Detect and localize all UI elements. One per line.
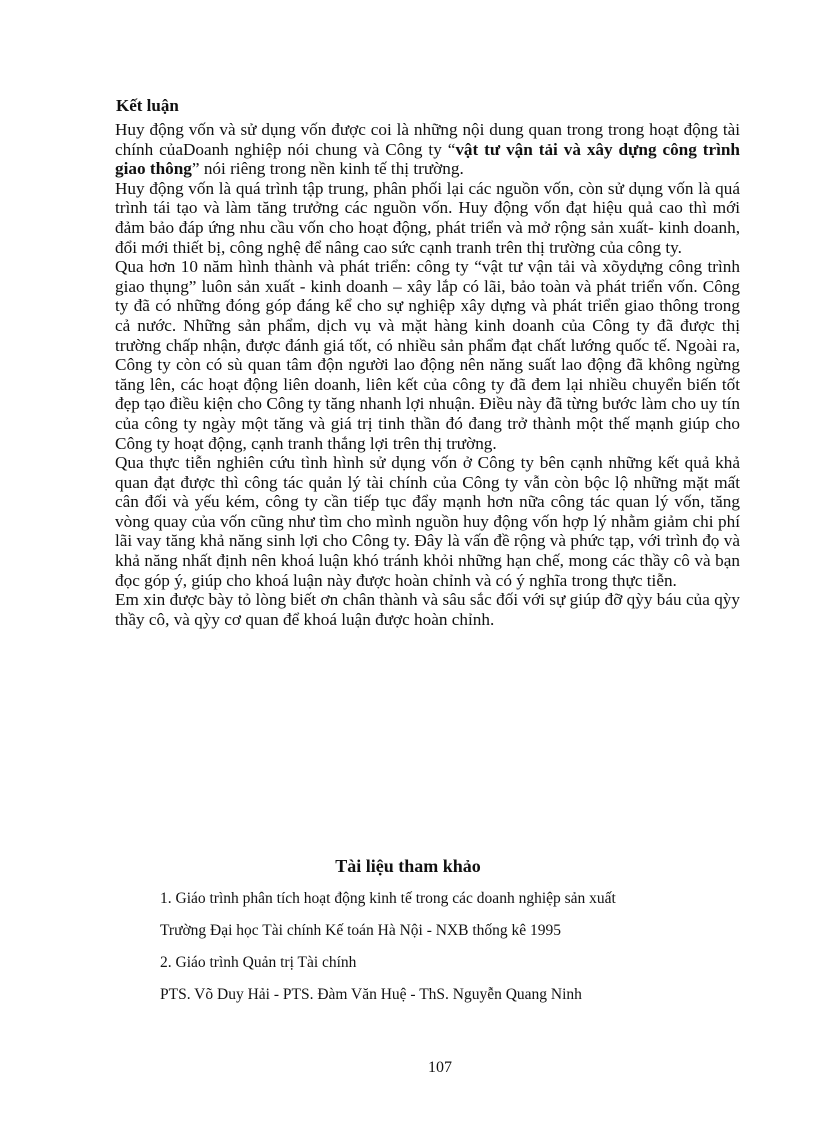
page-number: 107: [428, 1059, 452, 1076]
paragraph-1: [115, 120, 740, 179]
reference-line: 1. Giáo trình phân tích hoạt động kinh tế trong các doanh nghiệp sản xuất: [160, 890, 616, 907]
conclusion-heading: Kết luận: [116, 96, 179, 115]
paragraph-4: Qua thực tiễn nghiên cứu tình hình sử dụng vốn ở Công ty bên cạnh những kết quả khả quan đạt được thì công tác quản lý tài chính của Công ty vẫn còn bộc lộ những mặt mất cân đối và yếu kém, công ty cần tiếp tục đẩy mạnh hơn nữa công tác quan lý vốn, tăng vòng quay của vốn cũng như tìm cho mình nguồn huy động vốn hợp lý nhằm giảm chi phí lãi vay tăng khả năng sinh lợi cho Công ty. Đây là vấn đề rộng và phức tạp, với trình đọ và khả năng nhất định nên khoá luận khó tránh khỏi những hạn chế, mong các thầy cô và bạn đọc góp ý, giúp cho khoá luận này được hoàn chỉnh và có ý nghĩa trong thực tiễn.: [115, 453, 740, 590]
reference-line: 2. Giáo trình Quản trị Tài chính: [160, 954, 357, 971]
reference-line: Trường Đại học Tài chính Kế toán Hà Nội - NXB thống kê 1995: [160, 922, 562, 939]
paragraph-5: Em xin được bày tỏ lòng biết ơn chân thành và sâu sắc đối với sự giúp đỡ qỳy báu của qỳy thầy cô, và qỳy cơ quan để khoá luận được hoàn chỉnh.: [115, 590, 740, 629]
paragraph-1-text-b: ” nói riêng trong nền kinh tế thị trường.: [191, 159, 464, 179]
paragraph-3: Qua hơn 10 năm hình thành và phát triển: công ty “vật tư vận tải và xõydựng công trình giao thụng” luôn sản xuất - kinh doanh – xây lắp có lãi, bảo toàn và phát triển vốn. Công ty đã có những đóng góp đáng kể cho sự nghiệp xây dựng và phát triển giao thông trong cả nước. Những sản phẩm, dịch vụ và mặt hàng kinh doanh của Công ty đã được thị trường chấp nhận, được đánh giá tốt, có nhiều sản phẩm đạt chất lướng quốc tế. Ngoài ra, Công ty còn có sù quan tâm độn người lao động nên năng suất lao động đã không ngừng tăng lên, các hoạt động liên doanh, liên kết của công ty đã đem lại nhiều chuyển biến tốt đẹp tạo điều kiện cho Công ty tăng nhanh lợi nhuận. Điều này đã từng bước làm cho uy tín của công ty ngày một tăng và giá trị tinh thần đó đang trở thành một thế mạnh giúp cho Công ty hoạt động, cạnh tranh thắng lợi trên thị trường.: [115, 257, 740, 453]
reference-line: PTS. Võ Duy Hải - PTS. Đàm Văn Huệ - ThS. Nguyễn Quang Ninh: [160, 986, 582, 1003]
conclusion-body: [115, 120, 740, 629]
references-list: [160, 888, 740, 1016]
references-title: Tài liệu tham khảo: [335, 856, 481, 876]
company-name-bold: vật tư vận tải và xây dựng công trình giao thông: [115, 139, 740, 179]
paragraph-1-text-a: Huy động vốn và sử dụng vốn được coi là những nội dung quan trong trong hoạt động tài chính củaDoanh nghiệp nói chung và Công ty “: [115, 120, 740, 159]
paragraph-2: Huy động vốn là quá trình tập trung, phân phối lại các nguồn vốn, còn sử dụng vốn là quá trình tái tạo và làm tăng trưởng các nguồn vốn. Huy động vốn đạt hiệu quả cao thì mới đảm bảo đáp ứng nhu cầu vốn cho hoạt động, phát triển và mở rộng sản xuất- kinh doanh, đổi mới thiết bị, công nghệ để nâng cao sức cạnh tranh trên thị trường của công ty.: [115, 178, 740, 257]
